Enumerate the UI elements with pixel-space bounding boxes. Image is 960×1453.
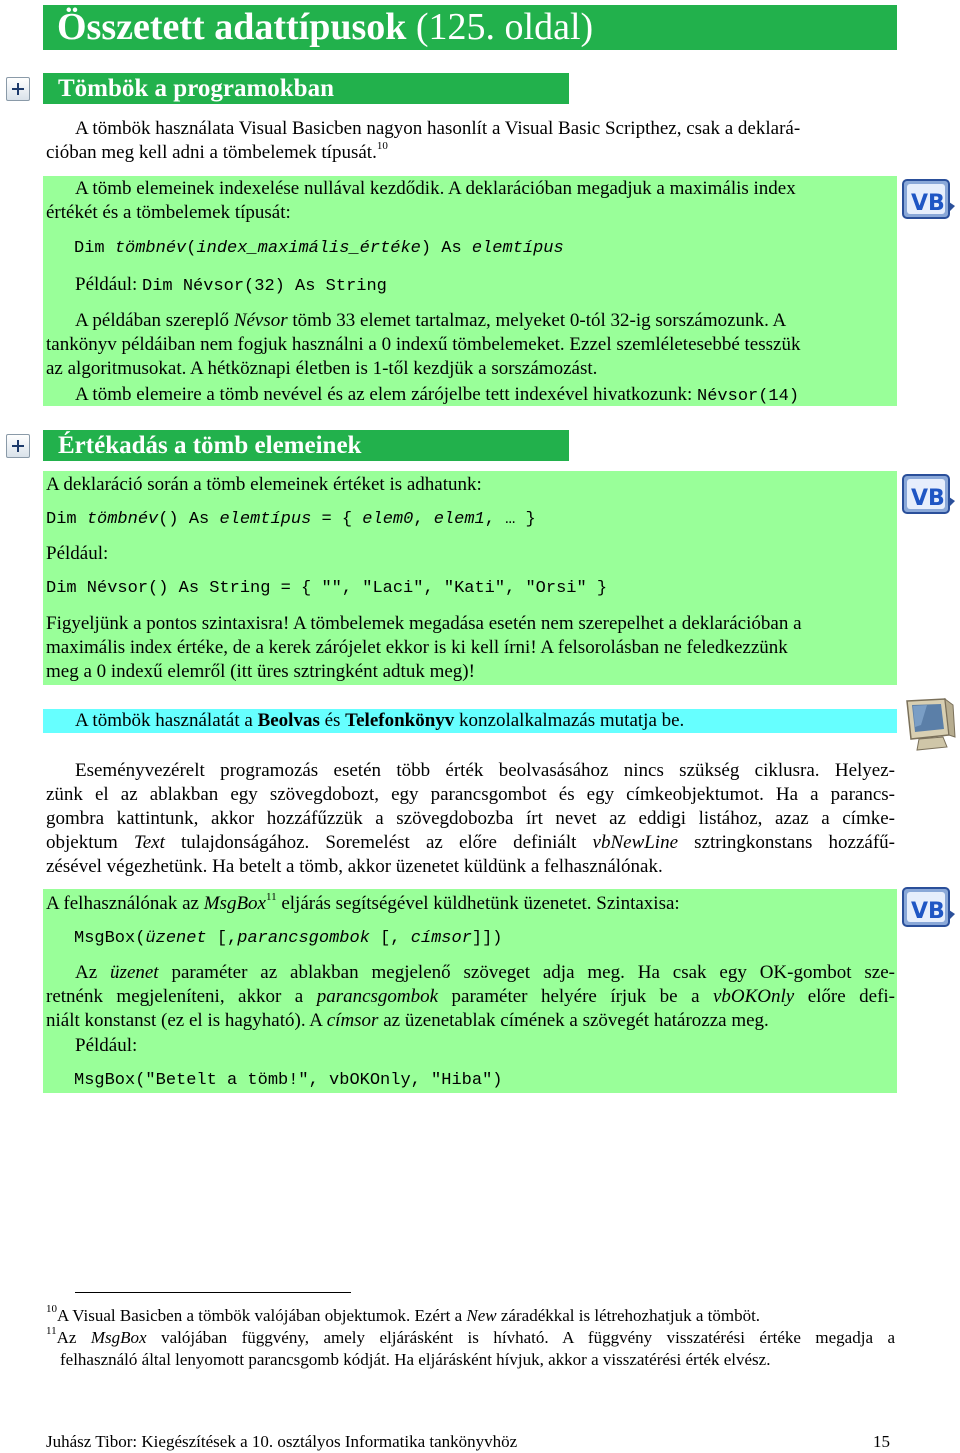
example-code: Dim Névsor(32) As String <box>142 277 387 296</box>
paragraph-line: Figyeljünk a pontos szintaxisra! A tömbelemek megadása esetén nem szerepelhet a deklarációban a <box>46 613 802 634</box>
svg-text:VB: VB <box>911 899 945 924</box>
page-number: 15 <box>873 1432 890 1451</box>
paragraph-line: Eseményvezérelt programozás esetén több érték beolvasásához nincs szükség ciklusra. Helyez- <box>75 760 895 781</box>
paragraph-line: Az üzenet paraméter az ablakban megjelenő szöveget adja meg. Ha csak egy OK-gombot sze- <box>75 962 896 983</box>
paragraph-line: értékét és a tömbelemek típusát: <box>46 202 291 223</box>
paragraph-line: A deklaráció során a tömb elemeinek értéket is adhatunk: <box>46 474 482 495</box>
vb-icon <box>899 884 957 934</box>
paragraph-line: A tömbök használata Visual Basicben nagyon hasonlít a Visual Basic Scripthez, csak a deklará- <box>75 118 801 139</box>
footnote-10: $^{10}$A Visual Basicben a tömbök valójában objektumok. Ezért a New záradékkal is létrehozhatjuk a tömböt. <box>46 1303 761 1325</box>
paragraph-line: tankönyv példáiban nem fogjuk használni a 0 indexű tömbelemeket. Ezzel szemléletesebbé tesszük <box>46 334 801 355</box>
paragraph-line: zésével végezhetünk. Ha betelt a tömb, akkor üzenetet küldünk a felhasználónak. <box>46 856 663 877</box>
paragraph-line: A tömb elemeire a tömb nevével és az elem zárójelbe tett indexével hivatkozunk: Névsor(14) <box>75 384 800 406</box>
code-syntax: MsgBox(üzenet [,parancsgombok [, címsor]]) <box>74 929 503 948</box>
code-syntax: Dim tömbnév() As elemtípus = { elem0, elem1, … } <box>46 510 536 529</box>
footnote-ref[interactable]: 11 <box>266 890 277 903</box>
expand-plus-icon[interactable] <box>6 77 30 101</box>
page-title: Összetett adattípusok (125. oldal) <box>57 6 594 48</box>
footnote-ref[interactable]: 10 <box>376 139 388 152</box>
section-heading: Tömbök a programokban <box>58 75 334 102</box>
example-label: Például: <box>75 1035 138 1056</box>
vb-icon <box>899 471 957 521</box>
paragraph-line: meg a 0 indexű elemről (itt üres sztringként adtuk meg)! <box>46 661 475 682</box>
paragraph-line: niált konstanst (ez el is hagyható). A címsor az üzenetablak címének a szövegét határozza meg. <box>46 1010 769 1031</box>
footnote-11-line2: felhasználó által lenyomott parancsgomb kódját. Ha eljárásként hívjuk, akkor a visszatérési érték elvész. <box>60 1350 771 1369</box>
expand-plus-icon[interactable] <box>6 434 30 458</box>
footer-text: Juhász Tibor: Kiegészítések a 10. osztályos Informatika tankönyvhöz <box>46 1432 518 1451</box>
paragraph-line: A példában szereplő Névsor tömb 33 elemet tartalmaz, melyeket 0-tól 32-ig sorszámozunk. A <box>75 310 787 331</box>
footnote-separator <box>75 1292 351 1293</box>
footnote-11: $^{11}$Az MsgBox valójában függvény, amely eljárásként is hívható. A függvény visszatérési értéke megadja a <box>46 1325 896 1347</box>
code-syntax: Dim tömbnév(index_maximális_értéke) As elemtípus <box>74 239 564 258</box>
example-code: Dim Névsor() As String = { "", "Laci", "Kati", "Orsi" } <box>46 579 608 598</box>
paragraph-line: retnénk megjeleníteni, akkor a parancsgombok paraméter helyére írjuk be a vbOKOnly előre defi- <box>46 986 895 1007</box>
section-heading: Értékadás a tömb elemeinek <box>58 432 362 459</box>
example-code: MsgBox("Betelt a tömb!", vbOKOnly, "Hiba") <box>74 1071 503 1090</box>
paragraph-line: A felhasználónak az MsgBox$^{11}$ eljárás segítségével küldhetünk üzenetet. Szintaxisa: <box>46 890 680 914</box>
paragraph-line: cióban meg kell adni a tömbelemek típusát.$^{10}$ <box>46 139 388 163</box>
paragraph-line: az algoritmusokat. A hétköznapi életben is 1-től kezdjük a sorszámozást. <box>46 358 598 379</box>
paragraph-line: A tömb elemeinek indexelése nullával kezdődik. A deklarációban megadjuk a maximális index <box>75 178 796 199</box>
paragraph-line: zünk el az ablakban egy szövegdobozt, egy parancsgombot és egy címkeobjektumot. Ha a parancs- <box>46 784 895 805</box>
svg-text:VB: VB <box>911 191 945 216</box>
computer-monitor-icon <box>897 695 957 755</box>
note-text: A tömbök használatát a Beolvas és Telefonkönyv konzolalkalmazás mutatja be. <box>75 710 685 731</box>
example-line: Például: Dim Névsor(32) As String <box>75 274 387 296</box>
paragraph-line: objektum Text tulajdonságához. Soremelést az előre definiált vbNewLine sztringkonstans hozzáfű- <box>46 832 895 853</box>
paragraph-line: gombra kattintunk, akkor hozzáfűzzük a szövegdobozba írt nevet az eddigi listához, azaz a címke- <box>46 808 895 829</box>
paragraph-line: maximális index értéke, de a kerek zárójelet ekkor is ki kell írni! A felsorolásban ne feledkezzünk <box>46 637 788 658</box>
svg-text:VB: VB <box>911 486 945 511</box>
example-label: Például: <box>46 543 109 564</box>
vb-icon <box>899 176 957 226</box>
